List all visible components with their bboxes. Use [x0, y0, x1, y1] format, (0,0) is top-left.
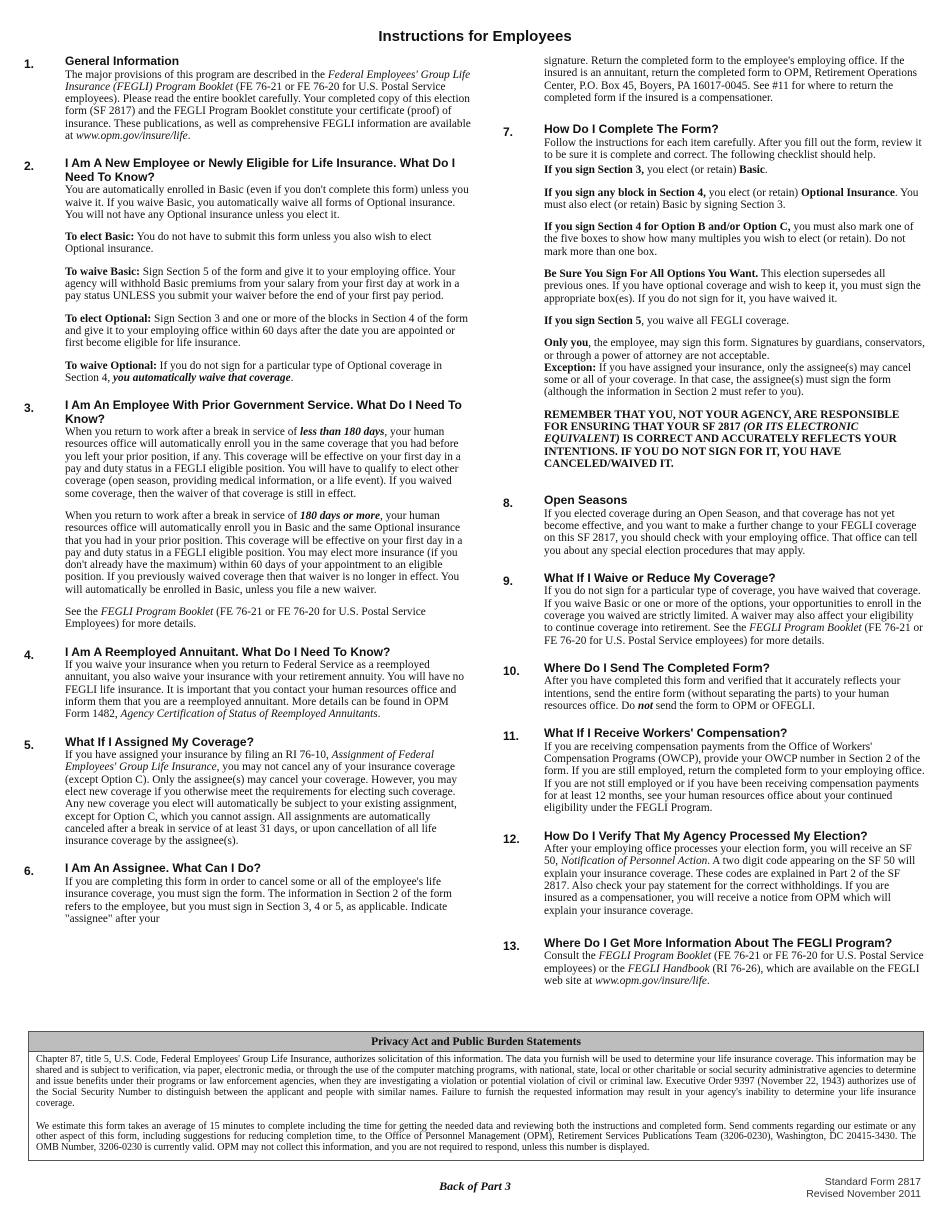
section-3 — [24, 399, 472, 630]
section-body: After you have completed this form and verified that it accurately reflects your intentions, send the entire form (without separating the parts) to your human resources office. Do not send the form to OPM or OFEGLI. — [544, 675, 901, 712]
paragraph: You are automatically enrolled in Basic (even if you don't complete this form) unless you waive it. If you waive Basic, you automatically waive all forms of Optional insurance. You will not have any Optional insurance unless you elect it. — [65, 184, 469, 221]
paragraph: To waive Basic: Sign Section 5 of the form and give it to your employing office. Your agency will withhold Basic premiums from your salary from your first day at work in a pay status UNLESS you submit your waiver before the end of your first pay period. — [65, 265, 460, 303]
paragraph: To elect Optional: Sign Section 3 and one or more of the blocks in Section 4 of the form and give it to your employing office within 60 days after the date you are appointed or first become eligible for life insurance. — [65, 312, 469, 350]
paragraph: If you sign Section 3, you elect (or retain) Basic. — [544, 164, 768, 177]
burden-paragraph: We estimate this form takes an average of 15 minutes to complete including the time for getting the needed data and reviewing both the instructions and completed form. Send comments regarding our estimate or any other aspect of this form, including suggestions for reducing completion time, to the Office of Personnel Management (OPM), Retirement Services Publications Team (3206-0230), Washington, DC 20415-3430. The OMB Number, 3206-0230 is currently valid. OPM may not collect this information, and you are not required to respond, unless this number is displayed. — [36, 1120, 916, 1154]
section-number: 5. — [24, 737, 35, 752]
section-13 — [503, 937, 925, 987]
right-column — [503, 55, 925, 1002]
section-6-continued — [503, 55, 925, 104]
section-body: signature. Return the completed form to the employee's employing office. If the insured is an annuitant, return the completed form to OPM, Retirement Operations Center, P.O. Box 45, Boyers, PA 16017-0045. See #11 for where to return the completed form if the insured is a compensationer. — [544, 55, 918, 104]
section-number: 1. — [24, 57, 35, 71]
paragraph: Only you, the employee, may sign this form. Signatures by guardians, conservators, or through a power of attorney are not acceptable. Exception: If you have assigned your insurance, only the assignee(s) may cancel some or all of your coverage. In that case, the assignee(s) must sign the form (although the information in Section 2 must refer to you). — [544, 337, 925, 399]
paragraph: To elect Basic: You do not have to submit this form unless you also wish to elect Optional insurance. — [65, 231, 432, 256]
section-body: If you elected coverage during an Open Season, and that coverage has not yet become effective, and you want to make a further change to your FEGLI coverage on this SF 2817, you should check with your employing office. That office can tell you about any special election procedures that may apply. — [544, 507, 918, 557]
section-number: 12. — [503, 831, 520, 846]
section-7 — [503, 123, 925, 470]
privacy-statement-box — [28, 1031, 924, 1161]
section-body: After your employing office processes your election form, you will receive an SF 50, Notification of Personnel Action. A two digit code appearing on the SF 50 will explain your insurance coverage. These codes are explained in Part 2 of the SF 2817. Also check your pay statement for the correct withholdings. If you are insured as a compensationer, you will receive a notice from OPM which will explain your insurance coverage. — [544, 843, 916, 917]
section-body: If you do not sign for a particular type of coverage, you have waived that coverage. If you waive Basic or one or more of the options, your opportunities to enroll in the coverage you waived are strictly limited. A waiver may also affect your eligibility to continue coverage into retirement. See the FEGLI Program Booklet (FE 76-21 or FE 76-20 for U.S. Postal Service employees) for more details. — [544, 585, 923, 647]
section-number: 13. — [503, 938, 520, 953]
left-column — [24, 55, 472, 940]
section-6 — [24, 862, 472, 925]
form-number: Standard Form 2817 Revised November 2011 — [806, 1176, 921, 1200]
section-number: 2. — [24, 159, 35, 174]
section-heading: What If I Receive Workers' Compensation? — [544, 726, 788, 741]
paragraph: If you sign Section 4 for Option B and/or Option C, you must also mark one of the five boxes to show how many multiples you wish to elect (or retain). Do not mark more than one box. — [544, 221, 914, 258]
section-body: If you are receiving compensation payments from the Office of Workers' Compensation Programs (OWCP), provide your OWCP number in Section 2 of the form. If you are still employed, return the completed form to your employing office. If you are not still employed or if you have been receiving compensation payments for at least 12 months, see your human resources office about your continued eligibility under the FEGLI Program. — [544, 740, 925, 815]
section-4 — [24, 646, 472, 721]
section-heading: What If I Assigned My Coverage? — [65, 734, 254, 749]
section-number: 10. — [503, 663, 520, 678]
page-footer-label: Back of Part 3 — [439, 1179, 511, 1193]
section-heading: How Do I Verify That My Agency Processed My Election? — [544, 828, 868, 843]
section-1 — [24, 55, 472, 142]
page-title: Instructions for Employees — [378, 28, 572, 45]
section-heading: Where Do I Get More Information About The FEGLI Program? — [544, 935, 893, 950]
section-heading: What If I Waive or Reduce My Coverage? — [544, 570, 776, 585]
paragraph: When you return to work after a break in service of less than 180 days, your human resources office will automatically enroll you in the same coverage that you had before you left your prior position, if any. This coverage will be effective on your first day in a pay and duty status in a FEGLI eligible position. You will have to qualify to elect other coverage (open season, providing medical information, or a life event). If you waived some coverage, then the waiver of that coverage is still in effect. — [65, 426, 461, 500]
section-number: 3. — [24, 401, 35, 416]
section-12 — [503, 830, 925, 917]
paragraph: Follow the instructions for each item carefully. After you fill out the form, review it to be sure it is complete and correct. The following checklist should help. — [544, 136, 922, 161]
privacy-title: Privacy Act and Public Burden Statements — [29, 1032, 923, 1052]
paragraph: Be Sure You Sign For All Options You Want. This election supersedes all previous ones. If you have optional coverage and wish to keep it, you must sign the appropriate box(es). If you do not sign for it, you have waived it. — [544, 268, 921, 305]
privacy-paragraph: Chapter 87, title 5, U.S. Code, Federal Employees' Group Life Insurance, authorizes solicitation of this information. The data you furnish will be used to determine your life insurance coverage. This information may be shared and is subject to verification, via paper, electronic media, or through the use of the computer matching programs, with national, state, local or other charitable or social security administrative agencies to determine and issue benefits under their programs or law enforcement agencies, when they are investigating a violation or potential violation of civil or criminal law. Executive Order 9397 (November 22, 1943) authorizes use of the Social Security Number to distinguish between the applicant and people with similar names. Failure to furnish the requested information may result in your agency's inability to determine your life insurance coverage. — [36, 1054, 916, 1109]
section-body: If you are completing this form in order to cancel some or all of the employee's life insurance coverage, you must sign the form. The information in Section 2 of the form refers to the employee, but you must sign in Section 3, 4 or 5, as applicable. Indicate "assignee" after your — [65, 875, 452, 925]
paragraph: See the FEGLI Program Booklet (FE 76-21 or FE 76-20 for U.S. Postal Service Employees) for more details. — [65, 606, 426, 631]
section-number: 11. — [503, 729, 520, 744]
section-heading: I Am An Employee With Prior Government Service. What Do I Need To Know? — [65, 398, 462, 426]
section-11 — [503, 727, 925, 814]
opm-link[interactable]: www.opm.gov/insure/life — [595, 974, 707, 987]
section-10 — [503, 662, 925, 712]
section-heading: I Am An Assignee. What Can I Do? — [65, 861, 262, 876]
section-body: The major provisions of this program are described in the Federal Employees' Group Life Insurance (FEGLI) Program Booklet (FE 76-21 or FE 76-20 for U.S. Postal Service employees). Please read the entire booklet carefully. Your completed copy of this election form (SF 2817) and the FEGLI Program Booklet constitute your certificate (proof) of insurance. These publications, as well as comprehensive FEGLI information are available at www.opm.gov/insure/life. — [65, 68, 471, 142]
section-body: If you have assigned your insurance by filing an RI 76-10, Assignment of Federal Employees' Group Life Insurance, you may not cancel any of your insurance coverage (except Option C). Only the assignee(s) may cancel your coverage. However, you may elect new coverage if you otherwise meet the requirements for electing such coverage. Any new coverage you elect will automatically be subject to your existing assignment, except for Option C, which you cannot assign. All assignments are automatically canceled after a break in service of at least 31 days, or upon cancellation of all life insurance coverage by the assignee(s). — [65, 749, 457, 848]
section-heading: Open Seasons — [544, 493, 628, 508]
section-number: 9. — [503, 573, 514, 588]
section-heading: General Information — [65, 54, 180, 68]
section-heading: How Do I Complete The Form? — [544, 122, 719, 137]
section-number: 7. — [503, 125, 514, 140]
paragraph: To waive Optional: If you do not sign for a particular type of Optional coverage in Section 4, you automatically waive that coverage. — [65, 359, 443, 384]
paragraph: When you return to work after a break in service of 180 days or more, your human resources office will automatically enroll you in Basic and the same Optional insurance that you had in your prior position. This coverage will be effective on your first day in a pay and duty status in a FEGLI eligible position. You may elect more insurance (if you don't already have the maximum) within 60 days of your appointment to an eligible position. If you previously waived coverage then that waiver is no longer in effect. You will automatically be enrolled in Basic, unless you file a new waiver. — [65, 509, 463, 596]
section-heading: I Am A Reemployed Annuitant. What Do I Need To Know? — [65, 644, 391, 659]
section-body: Consult the FEGLI Program Booklet (FE 76-21 or FE 76-20 for U.S. Postal Service employees) or the FEGLI Handbook (RI 76-26), which are available on the FEGLI web site at www.opm.gov/insure/life. — [544, 950, 924, 987]
section-number: 6. — [24, 864, 35, 879]
section-5 — [24, 736, 472, 848]
section-number: 8. — [503, 496, 514, 511]
section-heading: I Am A New Employee or Newly Eligible for Life Insurance. What Do I Need To Know? — [65, 156, 456, 184]
section-number: 4. — [24, 647, 35, 662]
opm-link[interactable]: www.opm.gov/insure/life — [75, 129, 188, 142]
section-2 — [24, 157, 472, 384]
section-body: If you waive your insurance when you return to Federal Service as a reemployed annuitant, you also waive your insurance with your retirement annuity. You will have no FEGLI life insurance. It is important that you contact your human resources office and inform them that you are a reemployed annuitant. More details can be found in OPM Form 1482, Agency Certification of Status of Reemployed Annuitants. — [65, 659, 464, 721]
paragraph: If you sign any block in Section 4, you elect (or retain) Optional Insurance. You must also elect (or retain) Basic by signing Section 3. — [544, 186, 919, 211]
paragraph: If you sign Section 5, you waive all FEGLI coverage. — [544, 314, 790, 327]
section-heading: Where Do I Send The Completed Form? — [544, 660, 771, 675]
section-8 — [503, 494, 925, 557]
section-9 — [503, 572, 925, 647]
reminder-statement: REMEMBER THAT YOU, NOT YOUR AGENCY, ARE RESPONSIBLE FOR ENSURING THAT YOUR SF 2817 (OR ITS ELECTRONIC EQUIVALENT) IS CORRECT AND ACCURATELY REFLECTS YOUR INTENTIONS. IF YOU DO NOT SIGN FOR IT, YOU HAVE CANCELED/WAIVED IT. — [544, 408, 900, 470]
